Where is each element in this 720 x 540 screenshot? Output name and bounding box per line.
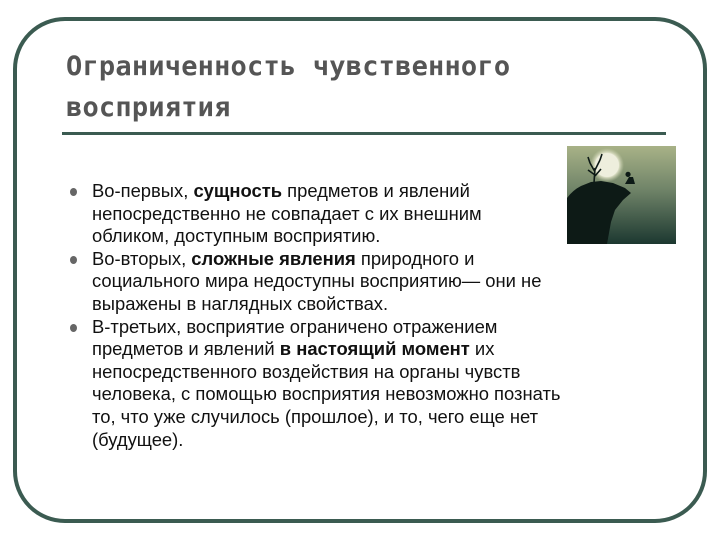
slide-title bbox=[66, 46, 666, 128]
bullet-marker bbox=[70, 324, 77, 332]
bullet-line: непосредственного воздействия на органы чувств bbox=[92, 360, 521, 382]
title-line-1: Ограниченность чувственного bbox=[66, 51, 511, 82]
bullet-line: Во-первых, сущность предметов и явлений bbox=[92, 180, 470, 201]
title-underline bbox=[62, 132, 666, 135]
bullet-line: (будущее). bbox=[92, 428, 184, 450]
title-line-2: восприятия bbox=[66, 92, 231, 123]
bullet-marker bbox=[70, 256, 77, 264]
bullet-item-1 bbox=[70, 180, 670, 248]
bullet-line: непосредственно не совпадает с их внешним bbox=[92, 202, 482, 224]
bullet-line: то, что уже случилось (прошлое), и то, чего еще нет bbox=[92, 405, 539, 427]
bullet-marker bbox=[70, 188, 77, 196]
bullet-list bbox=[70, 180, 670, 451]
bullet-line: человека, с помощью восприятия невозможно познать bbox=[92, 383, 561, 405]
bullet-line: предметов и явлений в настоящий момент их bbox=[92, 338, 495, 360]
bullet-line: обликом, доступным восприятию. bbox=[92, 225, 381, 247]
bullet-item-3 bbox=[70, 316, 670, 452]
bullet-line: выражены в наглядных свойствах. bbox=[92, 292, 389, 314]
bullet-item-2 bbox=[70, 248, 670, 316]
bullet-line: В-третьих, восприятие ограничено отражением bbox=[92, 315, 498, 337]
bullet-line: социального мира недоступны восприятию— они не bbox=[92, 270, 542, 292]
bullet-line: Во-вторых, сложные явления природного и bbox=[92, 247, 475, 269]
